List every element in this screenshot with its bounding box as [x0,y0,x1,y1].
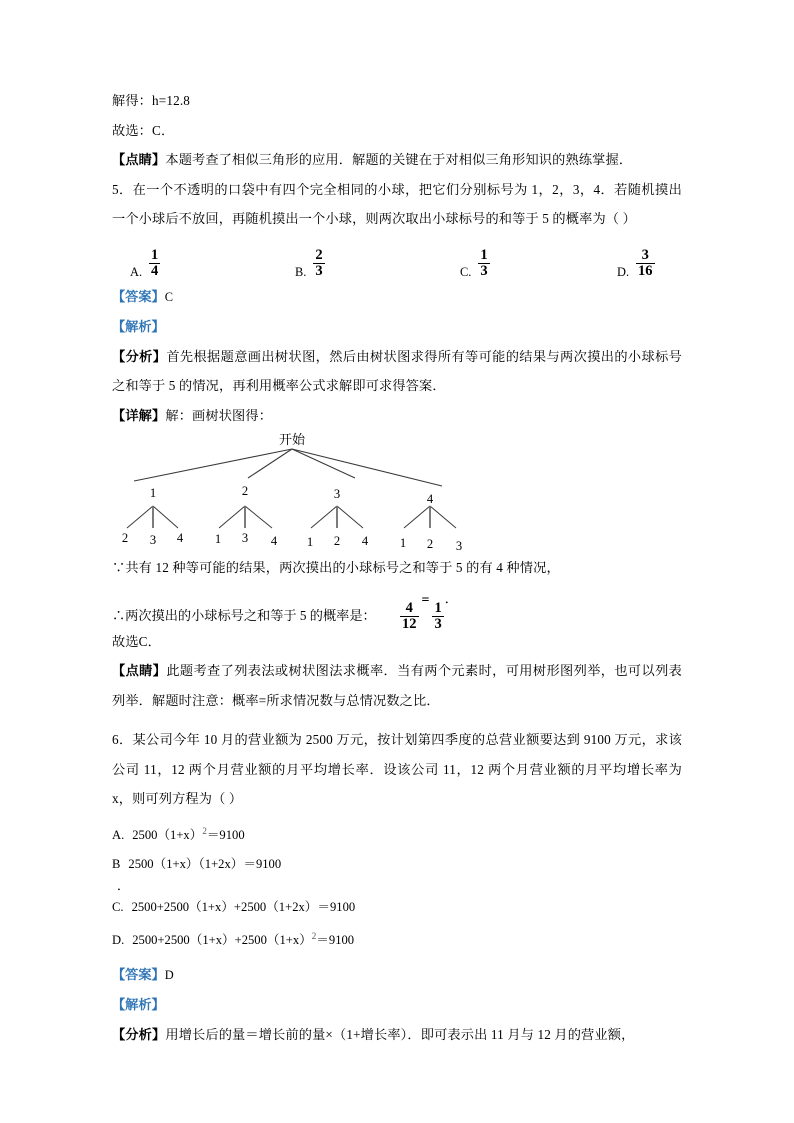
question-5-analysis-header [112,312,682,342]
question-5-conclusion-1: ∵共有 12 种等可能的结果，两次摸出的小球标号之和等于 5 的有 4 种情况， [112,560,560,575]
question-6-choice-d[interactable] [112,922,682,956]
probability-fraction-left [400,601,419,633]
answer-tag-q6: 【答案】 [112,966,165,982]
question-6-choice-c-label: C. [112,899,124,914]
probability-right-numerator: 1 [434,599,442,616]
question-6-choice-b-trailing-dot: ． [117,878,130,893]
question-5-dianjing [112,656,682,715]
question-6-choice-a-exponent: 2 [202,825,207,836]
question-5-choices [112,236,682,282]
choice-c[interactable] [460,248,490,280]
question-5-conclusion-2 [112,583,682,632]
probability-period: ． [444,590,458,606]
probability-left-numerator: 4 [405,599,413,616]
question-5-fenxi [112,342,682,401]
tree-leaf-3-1: 1 [306,535,314,549]
probability-expression [399,588,458,632]
probability-left-denominator: 12 [402,616,417,632]
tree-branch-2-label: 2 [241,484,249,498]
tree-leaf-4-1: 1 [399,536,407,550]
question-6-choice-b-label: B [112,857,121,872]
question-6-choice-d-exponent: 2 [311,931,317,942]
analysis-tag-q5: 【解析】 [112,319,165,334]
tree-leaf-1-1: 2 [121,531,129,545]
choice-c-denominator: 3 [480,263,488,279]
line-tip-q4 [112,145,682,175]
tree-leaf-4-2: 2 [426,537,434,551]
probability-fraction-right [432,601,443,633]
probability-right-denominator: 3 [434,616,442,632]
choice-a-fraction [149,248,160,280]
choice-d-denominator: 16 [638,263,653,279]
question-6-choice-b-text: 2500（1+x）（1+2x）＝9100 [128,857,282,872]
tree-branch-1-label: 1 [149,486,157,500]
choice-a-label: A. [130,265,143,280]
question-6-choice-a[interactable] [112,817,682,851]
tree-leaf-1-2: 3 [149,533,157,547]
probability-equals-sign: = [421,592,430,608]
question-6-choice-d-tail: ＝9100 [316,933,355,948]
choice-d[interactable] [617,248,655,280]
tree-leaf-3-3: 4 [361,534,369,548]
question-6-analysis-header [112,990,682,1020]
choice-b[interactable] [295,248,325,280]
question-5-conclusion-2-text: ∴两次摸出的小球标号之和等于 5 的概率是： [112,607,376,623]
choice-b-label: B. [295,265,307,280]
xiangjie-text-q5: 解：画树状图得： [165,407,273,423]
line-solve-result: 解得：h=12.8 [112,93,191,108]
question-6-choice-c[interactable] [112,893,682,923]
question-6-choice-b[interactable] [112,850,682,880]
choice-c-label: C. [460,265,472,280]
choice-d-label: D. [617,265,630,280]
choice-a-denominator: 4 [151,263,159,279]
choice-a-numerator: 1 [151,246,159,263]
line-choose-c: 故选：C． [112,122,175,138]
question-6-choice-a-text: 2500（1+x） [132,827,203,842]
tree-branch-4-label: 4 [426,492,434,506]
tree-leaf-3-2: 2 [333,534,341,548]
choice-a[interactable] [130,248,160,280]
tree-leaf-4-3: 3 [455,539,463,553]
tree-diagram [112,433,682,551]
question-6-choice-a-tail: ＝9100 [206,827,245,842]
fenxi-tag-q6: 【分析】 [112,1026,166,1042]
dianjing-text-q5: 此题考查了列表法或树状图法求概率．当有两个元素时，可用树形图列举，也可以列表列举．解题时注意：概率=所求情况数与总情况数之比． [112,663,682,708]
answer-tag-q5: 【答案】 [112,288,165,304]
choice-d-numerator: 3 [641,246,649,263]
dianjing-text-q4: 本题考查了相似三角形的应用．解题的关键在于对相似三角形知识的熟练掌握． [165,152,633,167]
question-6-choice-d-text: 2500+2500（1+x）+2500（1+x） [132,933,312,948]
question-6-text: 6．某公司今年 10 月的营业额为 2500 万元，按计划第四季度的总营业额要达到 9100 万元，求该公司 11，12 两个月营业额的月平均增长率．设该公司 11，12 两个月营业额的月平均增长率为 x，则可列方程为（ ） [112,732,682,806]
question-5-xiangjie [112,401,682,431]
tree-branch-3-label: 3 [333,487,341,501]
choice-c-numerator: 1 [480,246,488,263]
analysis-tag-q6: 【解析】 [112,997,165,1013]
tree-leaf-2-1: 1 [214,532,222,546]
tree-root-label: 开始 [278,432,306,447]
tree-diagram-lines [112,433,682,551]
question-6-fenxi [112,1020,682,1050]
question-6-choice-d-label: D. [112,933,125,948]
document-body [112,86,682,1049]
choice-b-numerator: 2 [315,246,323,263]
question-5-answer-line [112,282,682,313]
choice-d-fraction [636,248,655,280]
choice-b-fraction [313,248,324,280]
question-5-text: 5．在一个不透明的口袋中有四个完全相同的小球，把它们分别标号为 1，2，3，4．若随机摸出一个小球后不放回，再随机摸出一个小球，则两次取出小球标号的和等于 5 的概率为（ ） [112,181,682,226]
question-6-choice-c-text: 2500+2500（1+x）+2500（1+2x）＝9100 [131,899,356,914]
dianjing-tag-q5: 【点睛】 [112,663,167,678]
choice-c-fraction [478,248,489,280]
fenxi-tag-q5: 【分析】 [112,348,167,364]
answer-value-q6: D [164,967,174,982]
tree-leaf-2-3: 4 [270,534,278,548]
xiangjie-tag-q5: 【详解】 [112,407,166,423]
question-6-answer-line [112,960,682,991]
answer-value-q5: C [164,289,174,304]
tree-leaf-2-2: 3 [241,531,249,545]
question-6-choice-a-label: A. [112,827,125,842]
dianjing-tag-q4: 【点睛】 [112,152,166,167]
fenxi-text-q6: 用增长后的量＝增长前的量×（1+增长率）．即可表示出 11 月与 12 月的营业额， [165,1026,635,1042]
choice-b-denominator: 3 [315,263,323,279]
fenxi-text-q5: 首先根据题意画出树状图，然后由树状图求得所有等可能的结果与两次摸出的小球标号之和等于 5 的情况，再利用概率公式求解即可求得答案． [112,348,682,393]
question-5-gu-xuan: 故选C． [112,633,161,649]
tree-leaf-1-3: 4 [176,531,184,545]
